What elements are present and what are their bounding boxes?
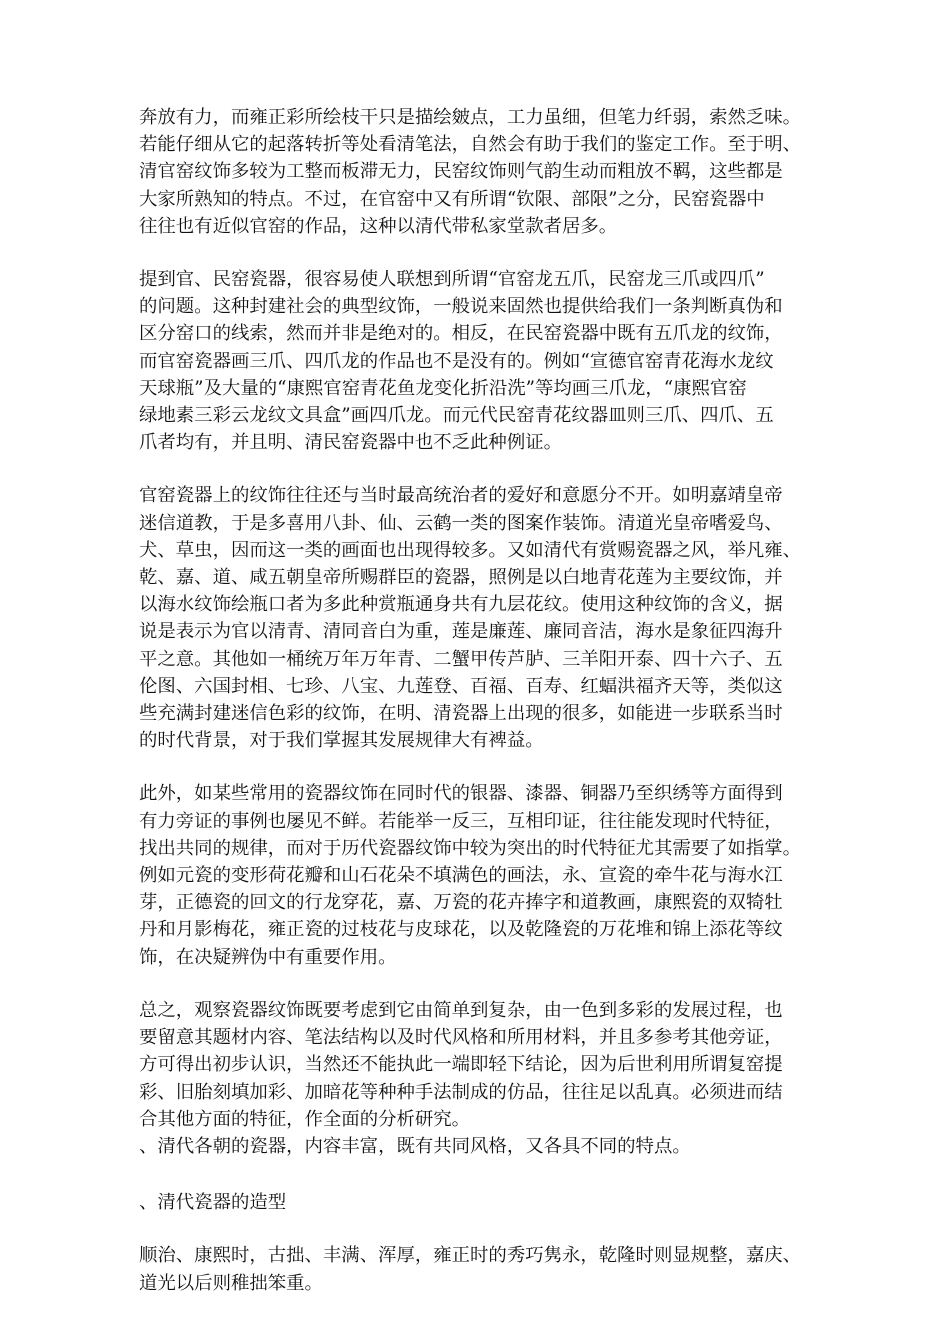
text-line: 的时代背景，对于我们掌握其发展规律大有裨益。: [139, 730, 544, 752]
text-line: 绿地素三彩云龙纹文具盒”画四爪龙。而元代民窑青花纹器皿则三爪、四爪、五: [139, 405, 774, 427]
text-line: 而官窑瓷器画三爪、四爪龙的作品也不是没有的。例如“宣德官窑青花海水龙纹: [139, 350, 774, 372]
section-heading-qing-dynasties: 、清代各朝的瓷器，内容丰富，既有共同风格，又各具不同的特点。: [139, 1135, 691, 1157]
text-line: 大家所熟知的特点。不过，在官窑中又有所谓“钦限、部限”之分，民窑瓷器中: [139, 188, 765, 210]
text-line: 提到官、民窑瓷器，很容易使人联想到所谓“官窑龙五爪，民窑龙三爪或四爪”: [139, 269, 765, 291]
paragraph-cross-reference: [139, 780, 821, 970]
text-line: 饰，在决疑辨伪中有重要作用。: [139, 946, 397, 968]
text-line: 些充满封建迷信色彩的纹饰，在明、清瓷器上出现的很多，如能进一步联系当时: [139, 703, 783, 725]
text-line: 爪者均有，并且明、清民窑瓷器中也不乏此种例证。: [139, 432, 562, 454]
text-line: 犬、草虫，因而这一类的画面也出现得较多。又如清代有赏赐瓷器之风，举凡雍、: [139, 539, 802, 561]
text-line: 总之，观察瓷器纹饰既要考虑到它由简单到复杂，由一色到多彩的发展过程，也: [139, 999, 783, 1021]
paragraph-shapes: [139, 1242, 821, 1296]
text-line: 说是表示为官以清青、清同音白为重，莲是廉莲、廉同音洁，海水是象征四海升: [139, 621, 783, 643]
text-line: 伦图、六国封相、七珍、八宝、九莲登、百福、百寿、红蝠洪福齐天等，类似这: [139, 675, 783, 697]
text-line: 丹和月影梅花，雍正瓷的过枝花与皮球花，以及乾隆瓷的万花堆和锦上添花等纹: [139, 919, 783, 941]
section-heading-qing-shapes: 、清代瓷器的造型: [139, 1192, 287, 1214]
text-line: 的问题。这种封建社会的典型纹饰，一般说来固然也提供给我们一条判断真伪和: [139, 296, 783, 318]
text-line: 芽，正德瓷的回文的行龙穿花，嘉、万瓷的花卉捧字和道教画，康熙瓷的双犄牡: [139, 892, 783, 914]
paragraph-dragon-claws: [139, 266, 821, 456]
paragraph-brushwork: [139, 104, 821, 240]
text-line: 若能仔细从它的起落转折等处看清笔法，自然会有助于我们的鉴定工作。至于明、: [139, 134, 802, 156]
text-line: 要留意其题材内容、笔法结构以及时代风格和所用材料，并且多参考其他旁证，: [139, 1027, 783, 1049]
text-line: 奔放有力，而雍正彩所绘枝干只是描绘皴点，工力虽细，但笔力纤弱，索然乏味。: [139, 107, 802, 128]
text-line: 彩、旧胎刻填加彩、加暗花等种种手法制成的仿品，往往足以乱真。必须进而结: [139, 1081, 783, 1103]
text-line: 方可得出初步认识，当然还不能执此一端即轻下结论，因为后世利用所谓复窑提: [139, 1054, 783, 1076]
text-line: 以海水纹饰绘瓶口者为多此种赏瓶通身共有九层花纹。使用这种纹饰的含义，据: [139, 594, 783, 616]
text-line: 天球瓶”及大量的“康熙官窑青花鱼龙变化折沿洗”等均画三爪龙，“康熙官窑: [139, 377, 747, 399]
text-line: 道光以后则稚拙笨重。: [139, 1272, 323, 1294]
text-line: 迷信道教，于是多喜用八卦、仙、云鹤一类的图案作装饰。清道光皇帝嗜爱鸟、: [139, 512, 783, 534]
text-line: 官窑瓷器上的纹饰往往还与当时最高统治者的爱好和意愿分不开。如明嘉靖皇帝: [139, 485, 783, 507]
paragraph-imperial-taste: [139, 482, 821, 754]
text-line: 此外，如某些常用的瓷器纹饰在同时代的银器、漆器、铜器乃至织绣等方面得到: [139, 783, 783, 805]
text-line: 顺治、康熙时，古拙、丰满、浑厚，雍正时的秀巧隽永，乾隆时则显规整，嘉庆、: [139, 1245, 802, 1267]
text-line: 合其他方面的特征，作全面的分析研究。: [139, 1108, 471, 1130]
paragraph-conclusion: [139, 997, 821, 1133]
text-line: 有力旁证的事例也屡见不鲜。若能举一反三，互相印证，往往能发现时代特征，: [139, 810, 783, 832]
text-line: 清官窑纹饰多较为工整而板滞无力，民窑纹饰则气韵生动而粗放不羁，这些都是: [139, 161, 783, 183]
text-line: 找出共同的规律，而对于历代瓷器纹饰中较为突出的时代特征尤其需要了如指掌。: [139, 837, 802, 859]
document-page: [139, 104, 821, 1323]
text-line: 区分窑口的线索，然而并非是绝对的。相反，在民窑瓷器中既有五爪龙的纹饰，: [139, 323, 783, 345]
text-line: 例如元瓷的变形荷花瓣和山石花朵不填满色的画法，永、宣瓷的牵牛花与海水江: [139, 865, 783, 887]
text-line: 乾、嘉、道、咸五朝皇帝所赐群臣的瓷器，照例是以白地青花莲为主要纹饰，并: [139, 567, 783, 589]
text-line: 往往也有近似官窑的作品，这种以清代带私家堂款者居多。: [139, 215, 618, 237]
text-line: 平之意。其他如一桶统万年万年青、二蟹甲传芦胪、三羊阳开泰、四十六子、五: [139, 648, 783, 670]
